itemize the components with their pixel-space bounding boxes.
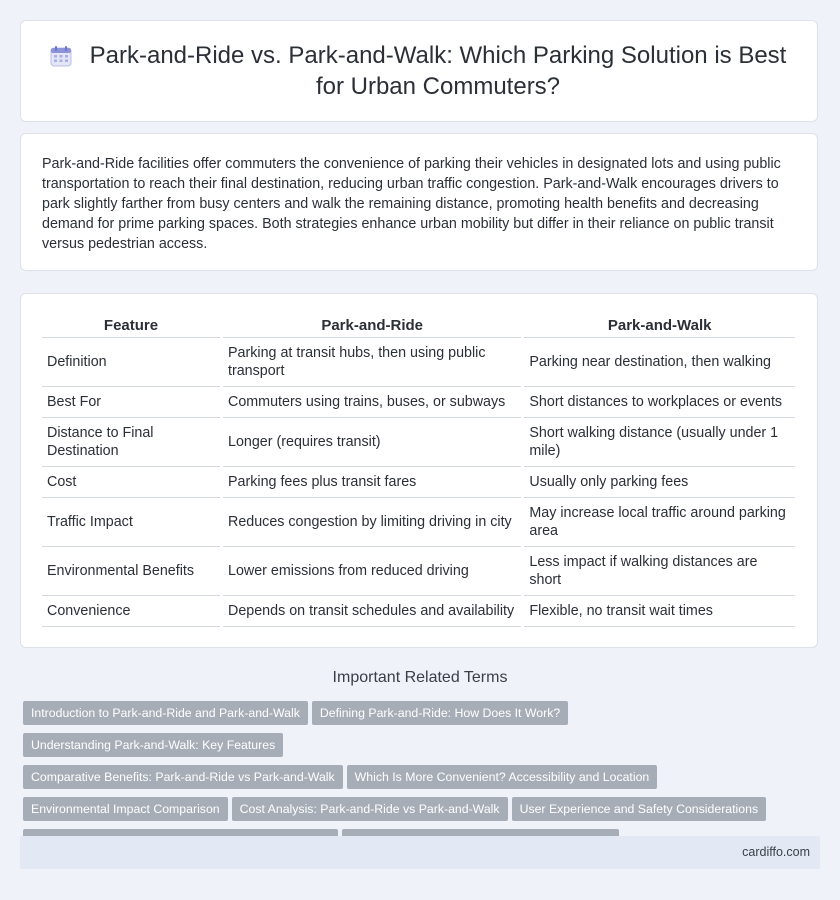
- row-park-and-walk: Short walking distance (usually under 1 mile): [524, 418, 795, 467]
- table-row: [42, 387, 795, 418]
- comparison-card: [20, 293, 818, 648]
- footer-site-link[interactable]: cardiffo.com: [742, 845, 810, 859]
- related-term-tag[interactable]: Understanding Park-and-Walk: Key Features: [23, 733, 283, 757]
- table-row: [42, 498, 795, 547]
- row-park-and-walk: Short distances to workplaces or events: [524, 387, 795, 418]
- table-row: [42, 418, 795, 467]
- row-feature: Traffic Impact: [42, 498, 220, 547]
- related-term-tag[interactable]: Which Is More Convenient? Accessibility and Location: [347, 765, 658, 789]
- comparison-table: [39, 313, 798, 627]
- related-term-tag[interactable]: Comparative Benefits: Park-and-Ride vs Park-and-Walk: [23, 765, 343, 789]
- header-park-and-walk: Park-and-Walk: [524, 313, 795, 338]
- table-row: [42, 596, 795, 627]
- related-term-tag[interactable]: Cost Analysis: Park-and-Ride vs Park-and-Walk: [232, 797, 508, 821]
- table-row: [42, 547, 795, 596]
- related-terms-title: Important Related Terms: [332, 669, 508, 686]
- related-term-tag[interactable]: Environmental Impact Comparison: [23, 797, 228, 821]
- table-header-row: [42, 313, 795, 338]
- row-feature: Best For: [42, 387, 220, 418]
- row-park-and-walk: Usually only parking fees: [524, 467, 795, 498]
- row-park-and-ride: Depends on transit schedules and availability: [223, 596, 521, 627]
- intro-paragraph: Park-and-Ride facilities offer commuters the convenience of parking their vehicles in designated lots and using public transportation to reach their final destination, reducing urban traffic congestion. Park-and-Walk encourages drivers to park slightly farther from busy centers and walk the remaining distance, promoting health benefits and decreasing demand for prime parking spaces. Both strategies enhance urban mobility but differ in their reliance on public transit versus pedestrian access.: [42, 156, 781, 252]
- row-park-and-walk: May increase local traffic around parking area: [524, 498, 795, 547]
- row-park-and-ride: Parking at transit hubs, then using public transport: [223, 338, 521, 387]
- table-row: [42, 338, 795, 387]
- row-park-and-ride: Longer (requires transit): [223, 418, 521, 467]
- calendar-icon: [49, 44, 73, 68]
- row-park-and-ride: Reduces congestion by limiting driving in city: [223, 498, 521, 547]
- title-card: [20, 20, 818, 122]
- row-park-and-ride: Parking fees plus transit fares: [223, 467, 521, 498]
- related-term-tag[interactable]: User Experience and Safety Considerations: [512, 797, 767, 821]
- row-park-and-ride: Commuters using trains, buses, or subways: [223, 387, 521, 418]
- related-term-tag[interactable]: Defining Park-and-Ride: How Does It Work?: [312, 701, 568, 725]
- row-feature: Distance to Final Destination: [42, 418, 220, 467]
- row-feature: Convenience: [42, 596, 220, 627]
- row-park-and-walk: Parking near destination, then walking: [524, 338, 795, 387]
- row-park-and-walk: Less impact if walking distances are short: [524, 547, 795, 596]
- header-feature: Feature: [42, 313, 220, 338]
- header-park-and-ride: Park-and-Ride: [223, 313, 521, 338]
- page-title: Park-and-Ride vs. Park-and-Walk: Which Parking Solution is Best for Urban Commuters?: [89, 42, 787, 100]
- row-feature: Environmental Benefits: [42, 547, 220, 596]
- row-feature: Definition: [42, 338, 220, 387]
- intro-card: [20, 133, 818, 271]
- row-feature: Cost: [42, 467, 220, 498]
- footer: [20, 836, 820, 869]
- table-row: [42, 467, 795, 498]
- row-park-and-walk: Flexible, no transit wait times: [524, 596, 795, 627]
- related-term-tag[interactable]: Introduction to Park-and-Ride and Park-and-Walk: [23, 701, 308, 725]
- row-park-and-ride: Lower emissions from reduced driving: [223, 547, 521, 596]
